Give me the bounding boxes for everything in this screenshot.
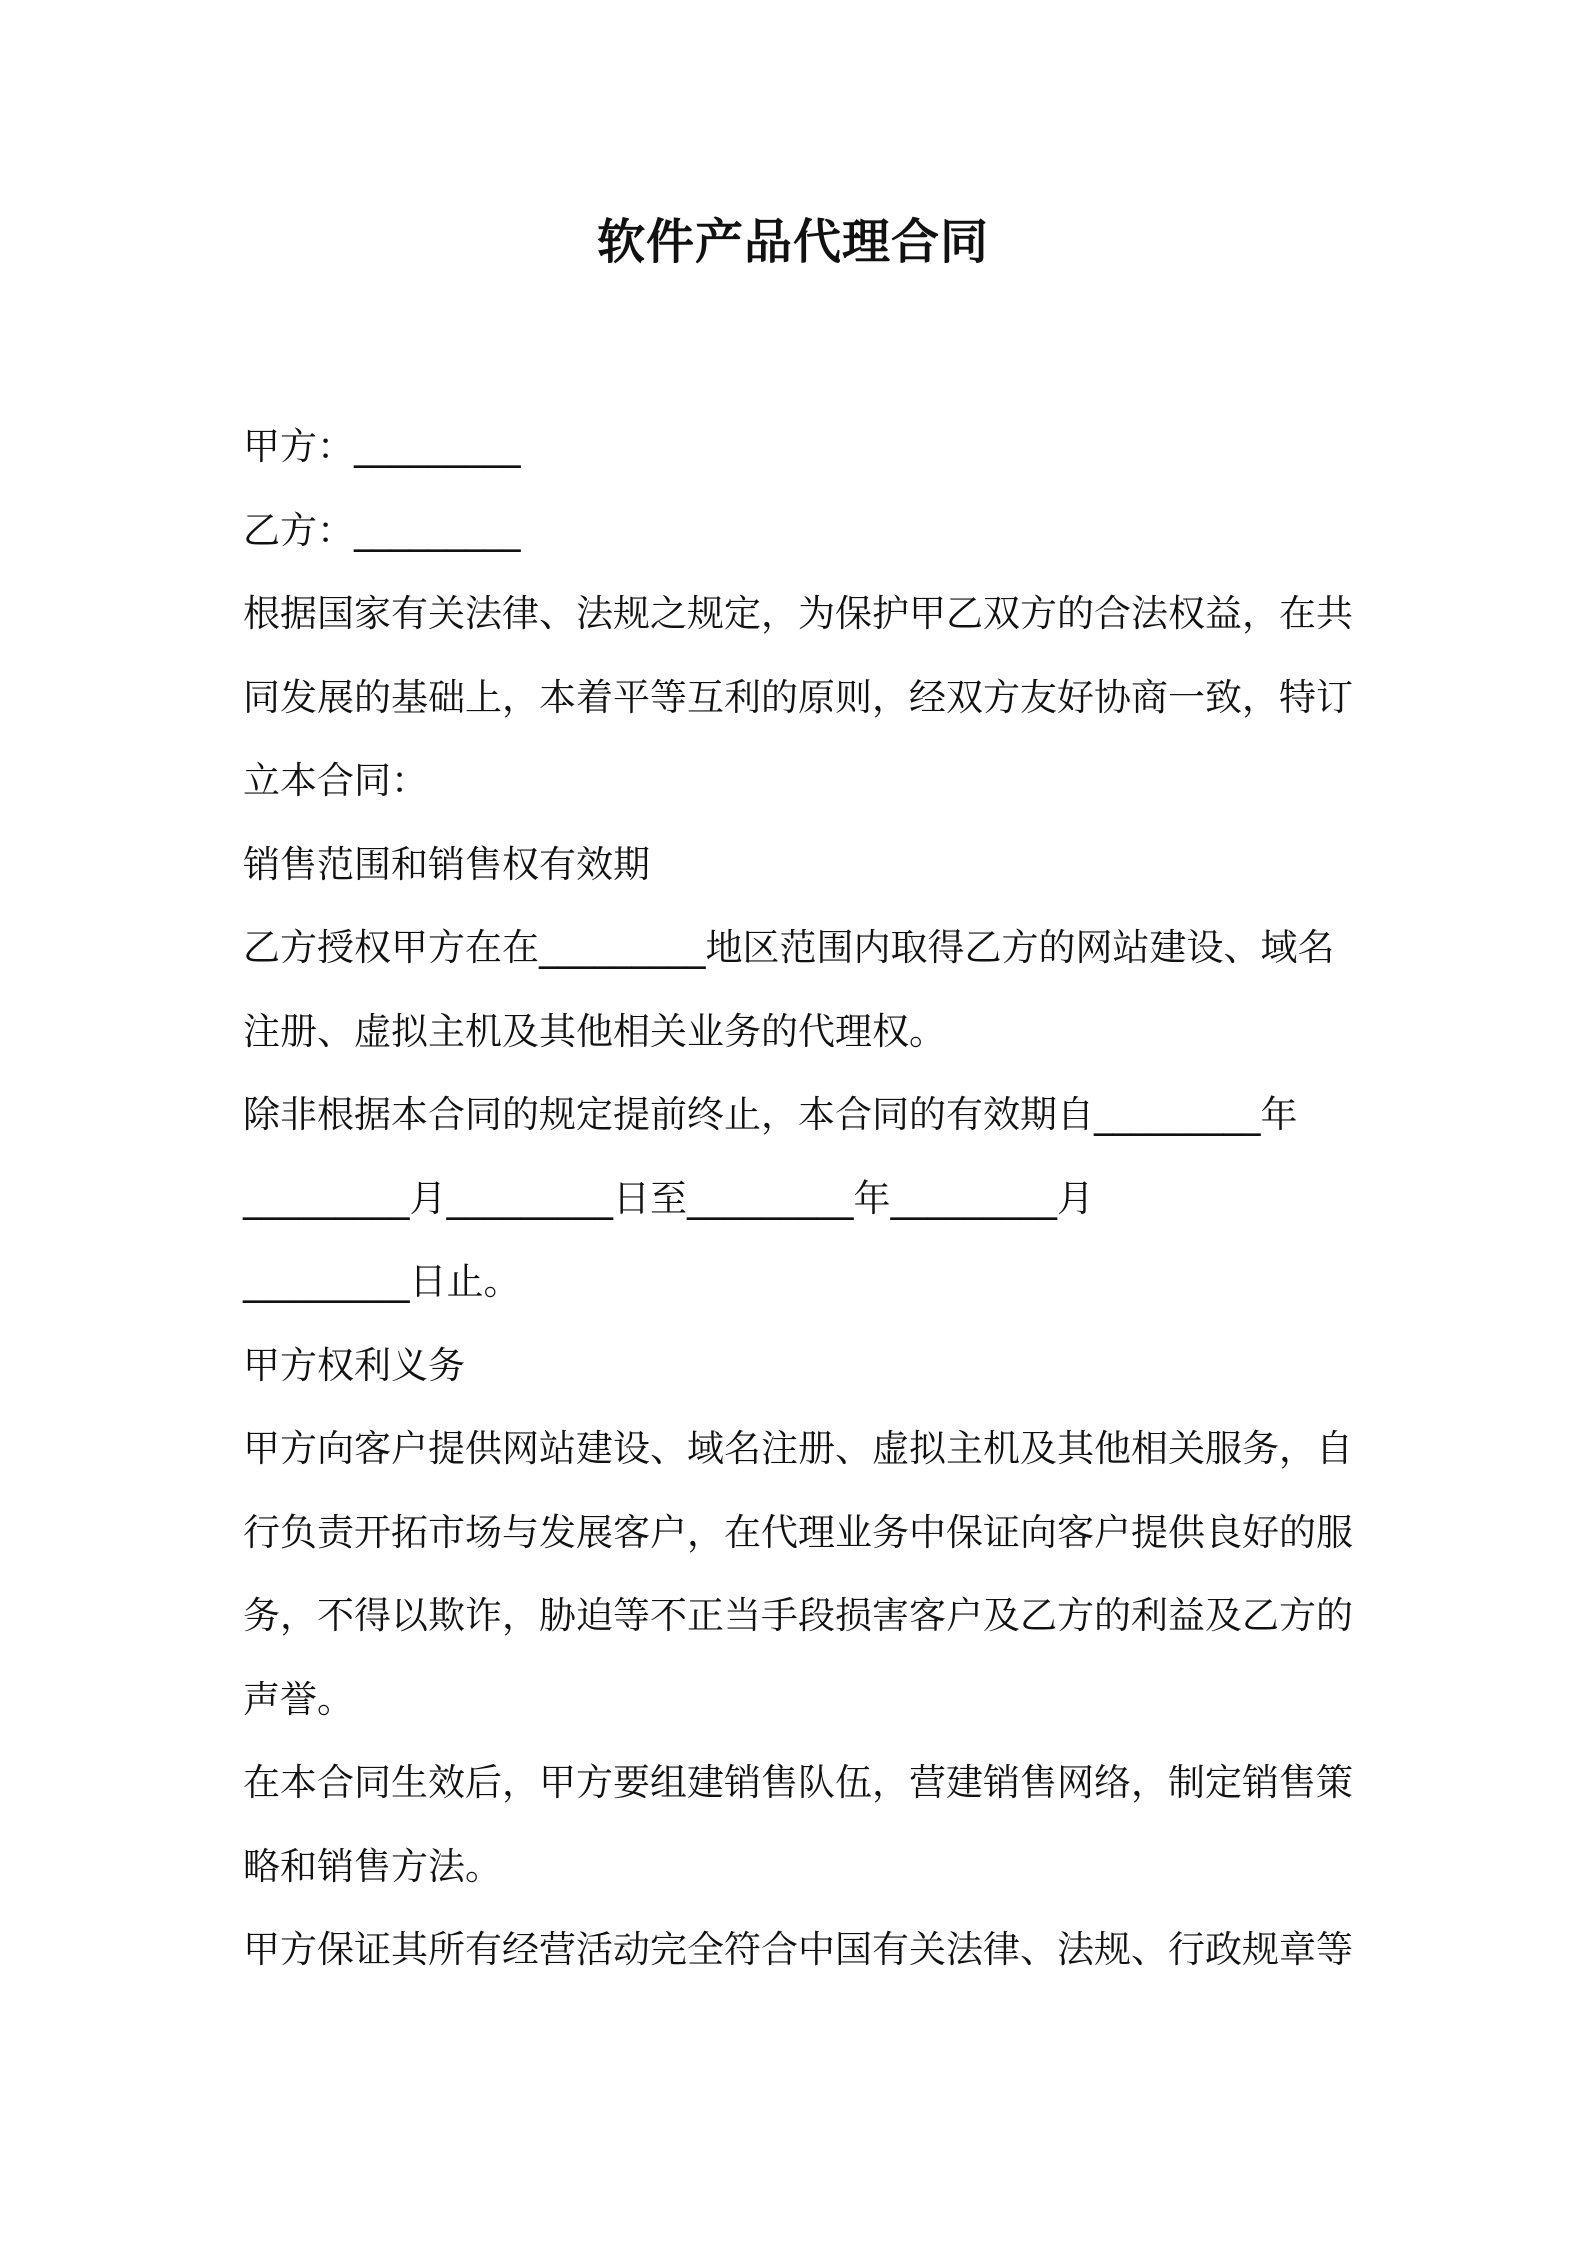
clause-authorization-line-1: 乙方授权甲方在在_________地区范围内取得乙方的网站建设、域名 bbox=[243, 926, 1335, 969]
party-b-line: 乙方：_________ bbox=[243, 508, 521, 552]
clause-compliance-line-1: 甲方保证其所有经营活动完全符合中国有关法律、法规、行政规章等 bbox=[243, 1928, 1353, 1971]
clause-sales-team-line-1: 在本合同生效后，甲方要组建销售队伍，营建销售网络，制定销售策 bbox=[243, 1761, 1353, 1804]
clause-validity-line-3: _________日止。 bbox=[243, 1260, 521, 1303]
clause-services-line-2: 行负责开拓市场与发展客户，在代理业务中保证向客户提供良好的服 bbox=[243, 1510, 1353, 1554]
clause-authorization-line-2: 注册、虚拟主机及其他相关业务的代理权。 bbox=[243, 1009, 946, 1053]
preamble-line-1: 根据国家有关法律、法规之规定，为保护甲乙双方的合法权益，在共 bbox=[243, 592, 1353, 635]
document-title: 软件产品代理合同 bbox=[596, 214, 989, 270]
clause-validity-line-1: 除非根据本合同的规定提前终止，本合同的有效期自_________年 bbox=[243, 1093, 1298, 1136]
party-a-line: 甲方：_________ bbox=[243, 425, 521, 468]
preamble-line-2: 同发展的基础上，本着平等互利的原则，经双方友好协商一致，特订 bbox=[243, 675, 1353, 719]
section-heading-party-a-rights: 甲方权利义务 bbox=[243, 1343, 465, 1387]
clause-services-line-4: 声誉。 bbox=[243, 1677, 354, 1721]
clause-validity-line-2: _________月_________日至_________年_________月 bbox=[243, 1176, 1094, 1220]
clause-services-line-3: 务，不得以欺诈，胁迫等不正当手段损害客户及乙方的利益及乙方的 bbox=[243, 1594, 1353, 1637]
preamble-line-3: 立本合同： bbox=[243, 759, 428, 802]
section-heading-sales-scope: 销售范围和销售权有效期 bbox=[243, 842, 650, 886]
clause-sales-team-line-2: 略和销售方法。 bbox=[243, 1844, 502, 1888]
clause-services-line-1: 甲方向客户提供网站建设、域名注册、虚拟主机及其他相关服务，自 bbox=[243, 1427, 1353, 1470]
document-body bbox=[243, 405, 1363, 1992]
